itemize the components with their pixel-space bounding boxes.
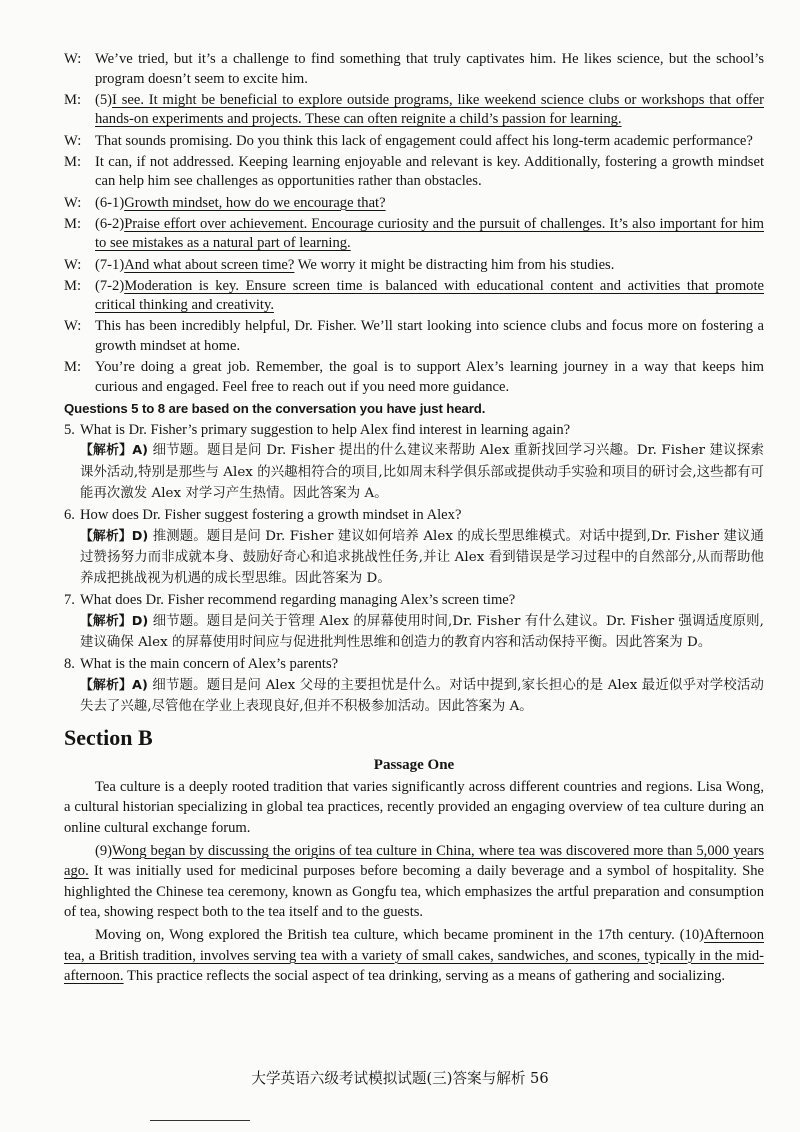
speaker-label: W:: [64, 194, 82, 211]
dialogue-turn: [64, 132, 764, 152]
passage-paragraph: [64, 777, 764, 839]
question-text: What is Dr. Fisher’s primary suggestion to help Alex find interest in learning again?: [80, 421, 571, 438]
speaker-label: W:: [64, 318, 82, 335]
underlined-text: Growth mindset, how do we encourage that?: [124, 194, 386, 211]
analysis-tag: 【解析】A): [80, 443, 149, 459]
analysis-tag: 【解析】D): [80, 614, 149, 630]
dialogue: [64, 50, 764, 397]
analysis-body: 细节题。题目是问 Alex 父母的主要担忧是什么。对话中提到,家长担心的是 Alex 最近似乎对学校活动失去了兴趣,尽管他在学业上表现良好,但并不积极参加活动。因此答案为 A。: [80, 678, 764, 715]
question-number: 8.: [64, 656, 75, 673]
text-segment: You’re doing a great job. Remember, the goal is to support Alex’s learning journey in a way that keeps him curious and engaged. Feel free to reach out if you need more guidance.: [95, 359, 764, 395]
analysis-tag: 【解析】A): [80, 678, 148, 694]
question-line: [64, 655, 764, 675]
speaker-label: W:: [64, 132, 82, 149]
text-segment: We worry it might be distracting him from his studies.: [294, 256, 615, 273]
speaker-label: M:: [64, 91, 82, 108]
speaker-label: W:: [64, 51, 82, 67]
text-segment: (9): [95, 842, 113, 859]
analysis-text: [64, 675, 764, 718]
dialogue-turn: [64, 358, 764, 397]
underlined-text: Wong began by discussing the origins of tea culture in China, where tea was discovered more than 5,000 years ago.: [64, 842, 764, 880]
question-text: What does Dr. Fisher recommend regarding managing Alex’s screen time?: [80, 592, 516, 609]
analysis-body: 细节题。题目是问 Dr. Fisher 提出的什么建议来帮助 Alex 重新找回学习兴趣。Dr. Fisher 建议探索课外活动,特别是那些与 Alex 的兴趣相符合的项目,比如周末科学俱乐部或提供动手实验和项目的研讨会,这些都有可能再次激发 Alex 对学习产生热情。因此答案为 A。: [80, 443, 764, 502]
analysis-text: [64, 440, 764, 504]
passage: [64, 777, 764, 987]
page-content: [64, 50, 764, 989]
dialogue-turn: [64, 194, 764, 214]
question-line: [64, 591, 764, 611]
underlined-text: I see. It might be beneficial to explore outside programs, like weekend science clubs or workshops that offer hands-on experiments and projects. These can often reignite a child’s passion for learning.: [95, 91, 764, 128]
question-item: [64, 591, 764, 653]
dialogue-turn: [64, 153, 764, 192]
text-segment: (6-1): [95, 194, 125, 211]
dialogue-turn: [64, 256, 764, 276]
dialogue-text: [95, 154, 764, 190]
passage-paragraph: [64, 841, 764, 923]
dialogue-text: [95, 51, 764, 87]
dialogue-text: [95, 195, 386, 211]
speaker-label: M:: [64, 359, 82, 376]
footer-rule: [150, 1120, 250, 1121]
speaker-label: M:: [64, 215, 82, 232]
text-segment: It can, if not addressed. Keeping learning enjoyable and relevant is key. Additionally, fostering a growth mindset can help him see challenges as opportunities rather than obstacles.: [95, 153, 764, 190]
dialogue-turn: [64, 215, 764, 254]
page-footer: 大学英语六级考试模拟试题(三)答案与解析 56: [251, 1070, 549, 1087]
text-segment: We’ve tried, but it’s a challenge to find something that truly captivates him. He likes science, but the school’s program doesn’t seem to excite him.: [95, 51, 764, 87]
dialogue-text: [95, 278, 764, 314]
dialogue-text: [95, 92, 764, 128]
speaker-label: W:: [64, 256, 82, 273]
underlined-text: And what about screen time?: [124, 256, 295, 273]
question-number: 6.: [64, 507, 75, 524]
speaker-label: M:: [64, 153, 82, 170]
dialogue-text: [95, 359, 764, 395]
text-segment: (7-2): [95, 277, 125, 294]
question-text: What is the main concern of Alex’s parents?: [80, 656, 339, 673]
text-segment: Tea culture is a deeply rooted tradition that varies significantly across different countries and regions. Lisa Wong, a cultural historian specializing in global tea practices, recently provided an engaging overview of tea culture during an online cultural exchange forum.: [64, 778, 764, 837]
dialogue-turn: [64, 317, 764, 356]
dialogue-turn: [64, 277, 764, 316]
underlined-text: Afternoon tea, a British tradition, involves serving tea with a variety of small cakes, sandwiches, and scones, typically in the mid-afternoon.: [64, 927, 764, 985]
text-segment: (6-2): [95, 215, 125, 232]
questions-list: [64, 421, 764, 718]
text-segment: (5): [95, 91, 113, 108]
question-number: 5.: [64, 421, 75, 438]
text-segment: This has been incredibly helpful, Dr. Fisher. We’ll start looking into science clubs and focus more on fostering a growth mindset at home.: [95, 318, 764, 355]
question-line: [64, 506, 764, 526]
text-segment: That sounds promising. Do you think this lack of engagement could affect his long-term academic performance?: [95, 132, 753, 149]
question-item: [64, 506, 764, 590]
dialogue-turn: [64, 50, 764, 89]
question-item: [64, 421, 764, 505]
text-segment: It was initially used for medicinal purposes before becoming a daily beverage and a symbol of hospitality. She highlighted the Chinese tea ceremony, known as Gongfu tea, which emphasizes the artful preparation and consumption of tea, showing respect both to the tea itself and to the guests.: [64, 863, 764, 921]
analysis-body: 推测题。题目是问 Dr. Fisher 建议如何培养 Alex 的成长型思维模式。对话中提到,Dr. Fisher 建议通过赞扬努力而非成就本身、鼓励好奇心和追求挑战性任务,并让 Alex 看到错误是学习过程中的自然部分,从而帮助他养成把挑战视为机遇的成长型思维。因此答案为 D。: [80, 528, 764, 587]
analysis-text: [64, 526, 764, 590]
passage-paragraph: [64, 925, 764, 987]
question-line: [64, 421, 764, 441]
text-segment: This practice reflects the social aspect of tea drinking, serving as a means of gathering and socializing.: [123, 968, 726, 985]
dialogue-turn: [64, 91, 764, 130]
dialogue-text: [95, 318, 764, 354]
analysis-text: [64, 611, 764, 654]
speaker-label: M:: [64, 277, 82, 294]
text-segment: Moving on, Wong explored the British tea culture, which became prominent in the 17th century. (10): [95, 927, 705, 943]
question-text: How does Dr. Fisher suggest fostering a growth mindset in Alex?: [80, 507, 462, 524]
question-number: 7.: [64, 592, 75, 609]
passage-title: Passage One: [373, 756, 455, 773]
questions-header: Questions 5 to 8 are based on the conversation you have just heard.: [64, 401, 486, 417]
underlined-text: Moderation is key. Ensure screen time is balanced with educational content and activities that promote critical thinking and creativity.: [95, 277, 764, 314]
dialogue-text: [95, 216, 764, 252]
text-segment: (7-1): [95, 256, 125, 273]
underlined-text: Praise effort over achievement. Encourage curiosity and the pursuit of challenges. It’s also important for him to see mistakes as a natural part of learning.: [95, 215, 764, 252]
question-item: [64, 655, 764, 717]
analysis-tag: 【解析】D): [80, 528, 149, 544]
dialogue-text: [95, 257, 614, 273]
section-title: Section B: [64, 724, 153, 750]
dialogue-text: [95, 133, 753, 149]
analysis-body: 细节题。题目是问关于管理 Alex 的屏幕使用时间,Dr. Fisher 有什么建议。Dr. Fisher 强调适度原则,建议确保 Alex 的屏幕使用时间应与促进批判性思维和创造力的教育内容和活动保持平衡。因此答案为 D。: [80, 614, 764, 651]
